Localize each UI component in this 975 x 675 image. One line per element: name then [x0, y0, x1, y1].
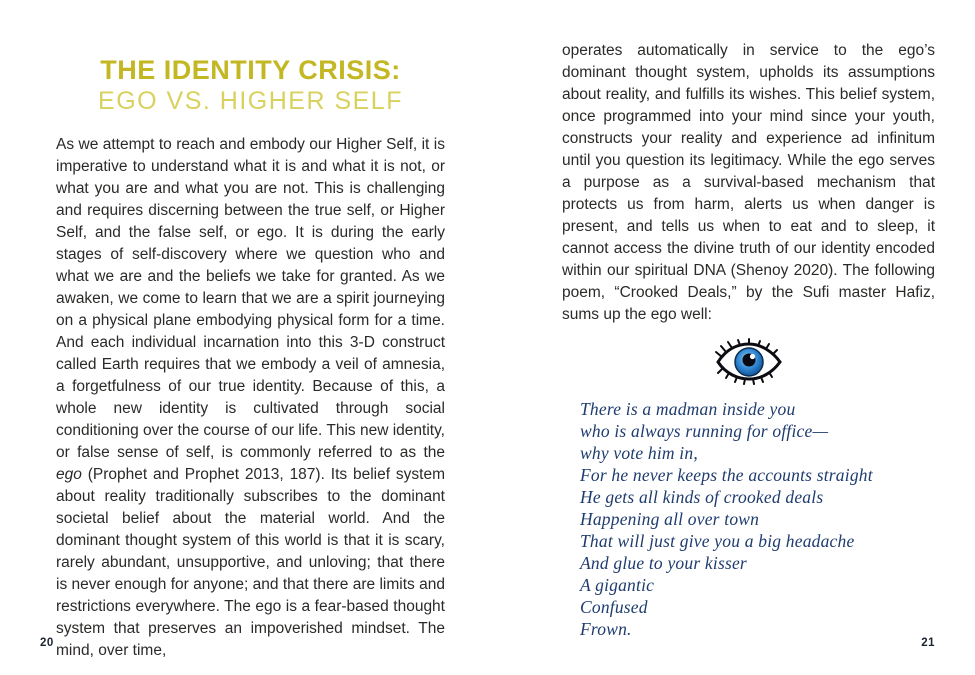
poem-line: Frown. — [580, 619, 632, 639]
poem-line: Confused — [580, 597, 648, 617]
poem-line: A gigantic — [580, 575, 655, 595]
text-run: (Prophet and Prophet 2013, 187). Its belief system about reality traditionally subscribes to the dominant societal belief about the material world. And the dominant thought system of this world is that it is scary, rarely abundant, unsupportive, and unloving; that there is never enough for anyone; and that there are limits and restrictions everywhere. The ego is a fear-based thought system that preserves an impoverished mindset. The mind, over time, — [56, 466, 445, 660]
poem-line: why vote him in, — [580, 443, 698, 463]
poem-line: He gets all kinds of crooked deals — [580, 487, 824, 507]
eye-highlight — [749, 354, 754, 359]
left-page — [56, 56, 445, 662]
page-number-right: 21 — [921, 637, 935, 649]
poem-line: And glue to your kisser — [580, 553, 747, 573]
right-body-paragraph — [562, 40, 935, 326]
chapter-title — [56, 56, 445, 115]
chapter-title-line1: THE IDENTITY CRISIS: — [100, 55, 401, 85]
poem-line: That will just give you a big headache — [580, 531, 855, 551]
poem-line: Happening all over town — [580, 509, 760, 529]
text-run: As we attempt to reach and embody our Higher Self, it is imperative to understand what it is and what it is not, or what you are and what you are not. This is challenging and requires discerning between the true self, or Higher Self, and the false self, or ego. It is during the early stages of self-discovery where we question who and what we are and the beliefs we take for granted. As we awaken, we come to learn that we are a spirit journeying on a physical plane embodying physical form for a time. And each individual incarnation into this 3-D construct called Earth requires that we embody a veil of amnesia, a forgetfulness of our true identity. Because of this, a whole new identity is cultivated through social conditioning over the course of our life. This new identity, or false sense of self, is commonly referred to as the — [56, 136, 445, 462]
left-body-paragraph — [56, 134, 445, 662]
poem-line: For he never keeps the accounts straight — [580, 465, 873, 485]
poem — [580, 398, 935, 640]
italic-text-run: ego — [56, 466, 82, 484]
poem-line: There is a madman inside you — [580, 399, 796, 419]
text-run: operates automatically in service to the ego’s dominant thought system, upholds its assumptions about reality, and fulfills its wishes. This belief system, once programmed into your mind since your youth, constructs your reality and experience ad infinitum until you question its legitimacy. While the ego serves a purpose as a survival-based mechanism that protects us from harm, alerts us when danger is present, and tells us when to eat and to sleep, it cannot access the divine truth of our identity encoded within our spiritual DNA (Shenoy 2020). The following poem, “Crooked Deals,” by the Sufi master Hafiz, sums up the ego well: — [562, 42, 935, 323]
page-number-left: 20 — [40, 637, 54, 649]
poem-line: who is always running for office— — [580, 421, 829, 441]
chapter-title-line2: EGO VS. HIGHER SELF — [98, 87, 403, 116]
eye-icon — [713, 338, 785, 386]
right-page — [562, 40, 935, 640]
